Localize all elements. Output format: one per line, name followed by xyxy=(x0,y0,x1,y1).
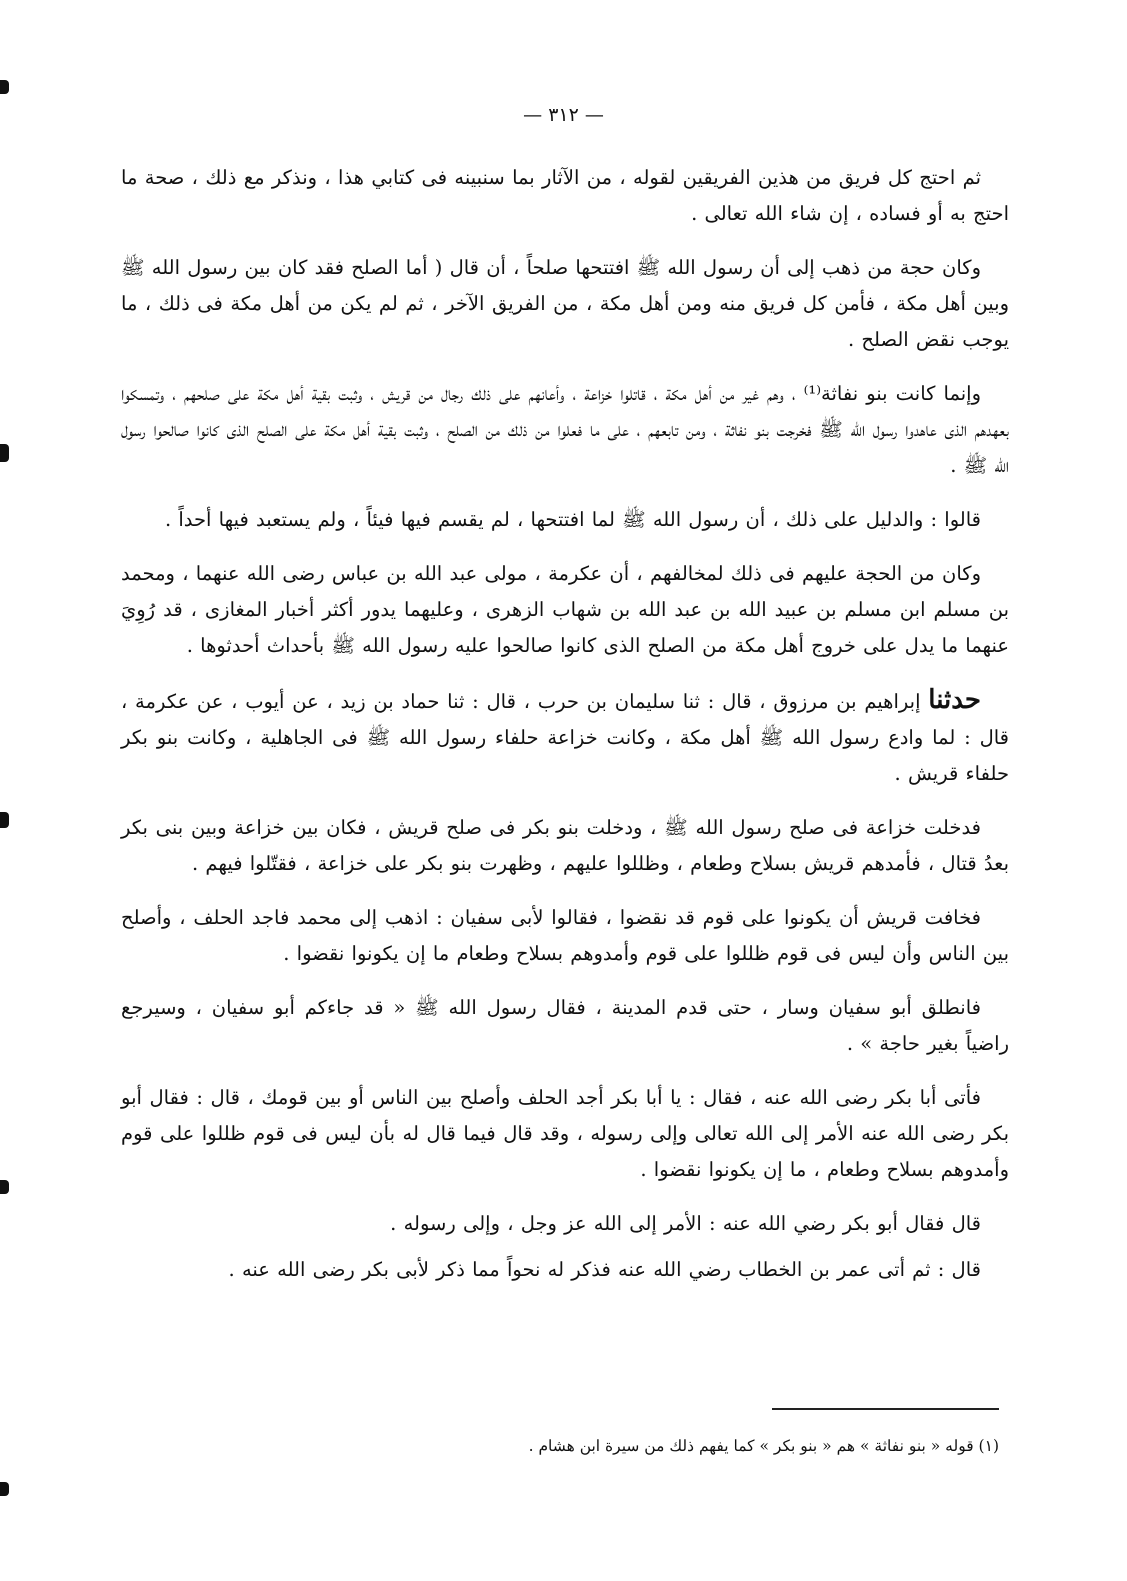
paragraph-lead-word: حدثنا xyxy=(928,685,981,715)
paragraph xyxy=(121,810,1009,882)
paragraph-text: قال : ثم أتى عمر بن الخطاب رضي الله عنه فذكر له نحواً مما ذكر لأبى بكر رضى الله عنه . xyxy=(228,1258,981,1281)
paragraph xyxy=(121,1252,1009,1288)
paragraph xyxy=(121,990,1009,1062)
paragraph xyxy=(121,160,1009,232)
paragraph-text: فانطلق أبو سفيان وسار ، حتى قدم المدينة ، فقال رسول الله ﷺ « قد جاءكم أبو سفيان ، وسيرجع راضياً بغير حاجة » . xyxy=(121,996,1009,1055)
paragraph-text: إبراهيم بن مرزوق ، قال : ثنا سليمان بن حرب ، قال : ثنا حماد بن زيد ، عن أيوب ، عن عكرمة ، قال : لما وادع رسول الله ﷺ أهل مكة ، وكانت خزاعة حلفاء رسول الله ﷺ فى الجاهلية ، وكانت بنو بكر حلفاء قريش . xyxy=(121,690,1009,785)
paragraph-text: وكان حجة من ذهب إلى أن رسول الله ﷺ افتتحها صلحاً ، أن قال ( أما الصلح فقد كان بين رسول الله ﷺ وبين أهل مكة ، فأمن كل فريق منه ومن أهل مكة ، من الفريق الآخر ، ثم لم يكن من أهل مكة فى ذلك ، ما يوجب نقض الصلح . xyxy=(121,256,1009,351)
footnote xyxy=(139,1434,999,1458)
scan-edge-mark xyxy=(0,1180,9,1194)
scan-edge-mark xyxy=(0,1482,9,1496)
paragraph xyxy=(121,502,1009,538)
body-text xyxy=(121,160,1009,1298)
scan-edge-mark xyxy=(0,80,9,94)
paragraph-text: وإنما كانت بنو نفاثة⁽¹⁾ ، وهم غير من أهل مكة ، قاتلوا خزاعة ، وأعانهم على ذلك رجال من قريش ، وثبت بقية أهل مكة على صلحهم ، وتمسكوا بعهدهم الذى عاهدوا رسول الله ﷺ فخرجت بنو نفاثة ، ومن تابعهم ، على ما فعلوا من ذلك من الصلح ، وثبت بقية أهل مكة على الصلح الذى كانوا صالحوا رسول الله ﷺ . xyxy=(121,382,1009,477)
paragraph-text: قال فقال أبو بكر رضي الله عنه : الأمر إلى الله عز وجل ، وإلى رسوله . xyxy=(390,1212,981,1235)
paragraph-text: فأتى أبا بكر رضى الله عنه ، فقال : يا أبا بكر أجد الحلف وأصلح بين الناس أو بين قومك ، قال : فقال أبو بكر رضى الله عنه الأمر إلى الله تعالى وإلى رسوله ، وقد قال فيما قال له بأن ليس فى قوم ظللوا على قوم وأمدوهم بسلاح وطعام ، ما إن يكونوا نقضوا . xyxy=(121,1086,1009,1181)
scan-edge-mark xyxy=(0,812,9,828)
paragraph xyxy=(121,556,1009,664)
paragraph-text: فخافت قريش أن يكونوا على قوم قد نقضوا ، فقالوا لأبى سفيان : اذهب إلى محمد فاجد الحلف ، وأصلح بين الناس وأن ليس فى قوم ظللوا على قوم وأمدوهم بسلاح وطعام ما إن يكونوا نقضوا . xyxy=(121,906,1009,965)
paragraph xyxy=(121,1080,1009,1188)
paragraph xyxy=(121,376,1009,484)
footnote-divider xyxy=(772,1408,999,1410)
page-number: — ٣١٢ — xyxy=(523,104,604,126)
paragraph-text: ثم احتج كل فريق من هذين الفريقين لقوله ، من الآثار بما سنبينه فى كتابي هذا ، ونذكر مع ذلك ، صحة ما احتج به أو فساده ، إن شاء الله تعالى . xyxy=(121,166,1009,225)
paragraph-text: قالوا : والدليل على ذلك ، أن رسول الله ﷺ لما افتتحها ، لم يقسم فيها فيئاً ، ولم يستعبد فيها أحداً . xyxy=(164,508,981,531)
paragraph-text: فدخلت خزاعة فى صلح رسول الله ﷺ ، ودخلت بنو بكر فى صلح قريش ، فكان بين خزاعة وبين بنى بكر بعدُ قتال ، فأمدهم قريش بسلاح وطعام ، وظللوا عليهم ، وظهرت بنو بكر على خزاعة ، فقتّلوا فيهم . xyxy=(121,816,1009,875)
footnote-text: (١) قوله « بنو نفاثة » هم « بنو بكر » كما يفهم ذلك من سيرة ابن هشام . xyxy=(528,1437,999,1455)
paragraph-text: وكان من الحجة عليهم فى ذلك لمخالفهم ، أن عكرمة ، مولى عبد الله بن عباس رضى الله عنهما ، ومحمد بن مسلم ابن مسلم بن عبيد الله بن عبد الله بن شهاب الزهرى ، وعليهما يدور أكثر أخبار المغازى ، قد رُوِيَ عنهما ما يدل على خروج أهل مكة من الصلح الذى كانوا صالحوا عليه رسول الله ﷺ بأحداث أحدثوها . xyxy=(121,562,1009,657)
paragraph xyxy=(121,682,1009,792)
scan-edge-mark xyxy=(0,444,9,462)
paragraph xyxy=(121,1206,1009,1242)
paragraph xyxy=(121,900,1009,972)
paragraph xyxy=(121,250,1009,358)
